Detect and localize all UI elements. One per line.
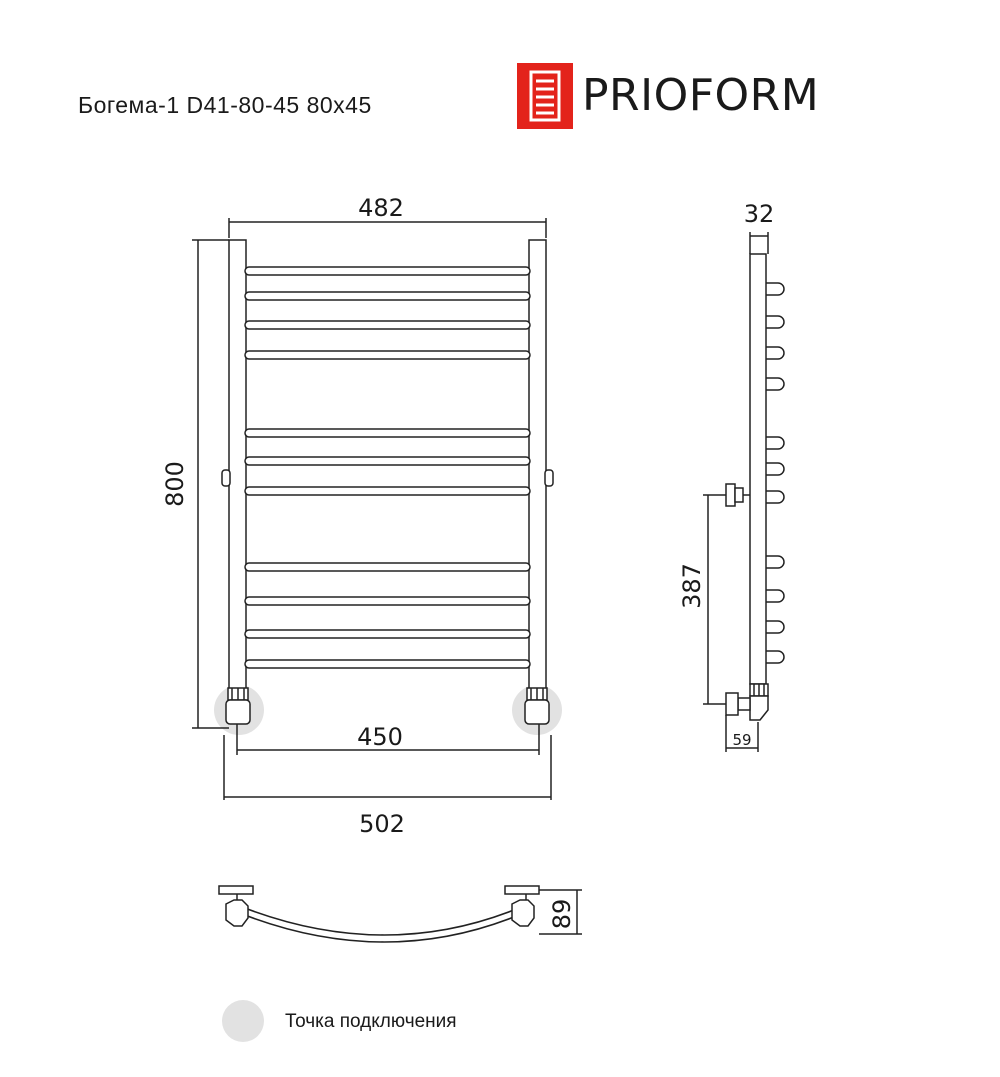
dim-pipe-spacing: 450: [357, 723, 403, 751]
side-post: [750, 254, 766, 684]
valve-left: [226, 688, 250, 724]
dim-side-connection-offset: 59: [732, 731, 752, 749]
bar: [245, 597, 530, 605]
front-view: [192, 218, 562, 800]
top-view-bar-inner: [237, 912, 526, 942]
brand-name: PRIOFORM: [582, 70, 820, 121]
dim-side-connection-height: 387: [678, 563, 706, 609]
legend-connection-marker: [222, 1000, 264, 1042]
side-wall-bracket: [726, 484, 750, 506]
wall-bracket-left: [222, 470, 230, 486]
top-view: [219, 886, 582, 942]
bar: [245, 660, 530, 668]
wall-bracket-right: [545, 470, 553, 486]
dim-bottom-bow: 89: [548, 898, 576, 930]
bar: [245, 487, 530, 495]
bar: [245, 457, 530, 465]
left-post: [229, 240, 246, 692]
dim-height: 800: [161, 461, 189, 507]
side-valve: [726, 684, 768, 720]
dim-side-depth: 32: [743, 200, 775, 228]
bar: [245, 267, 530, 275]
bar: [245, 351, 530, 359]
right-post: [529, 240, 546, 692]
dim-top-width: 482: [358, 194, 404, 222]
bar: [245, 429, 530, 437]
bar: [245, 292, 530, 300]
towel-bars: [245, 267, 530, 668]
bar: [245, 563, 530, 571]
top-view-valve-left: [219, 886, 253, 926]
top-view-bar-outer: [237, 905, 526, 935]
model-title: Богема-1 D41-80-45 80x45: [78, 92, 372, 118]
top-view-valve-right: [505, 886, 539, 926]
side-bar-ends: [766, 283, 784, 663]
valve-right: [525, 688, 549, 724]
bar: [245, 630, 530, 638]
legend-label: Точка подключения: [285, 1011, 457, 1032]
dim-overall-width: 502: [359, 810, 405, 838]
side-view: [703, 232, 784, 752]
bar: [245, 321, 530, 329]
